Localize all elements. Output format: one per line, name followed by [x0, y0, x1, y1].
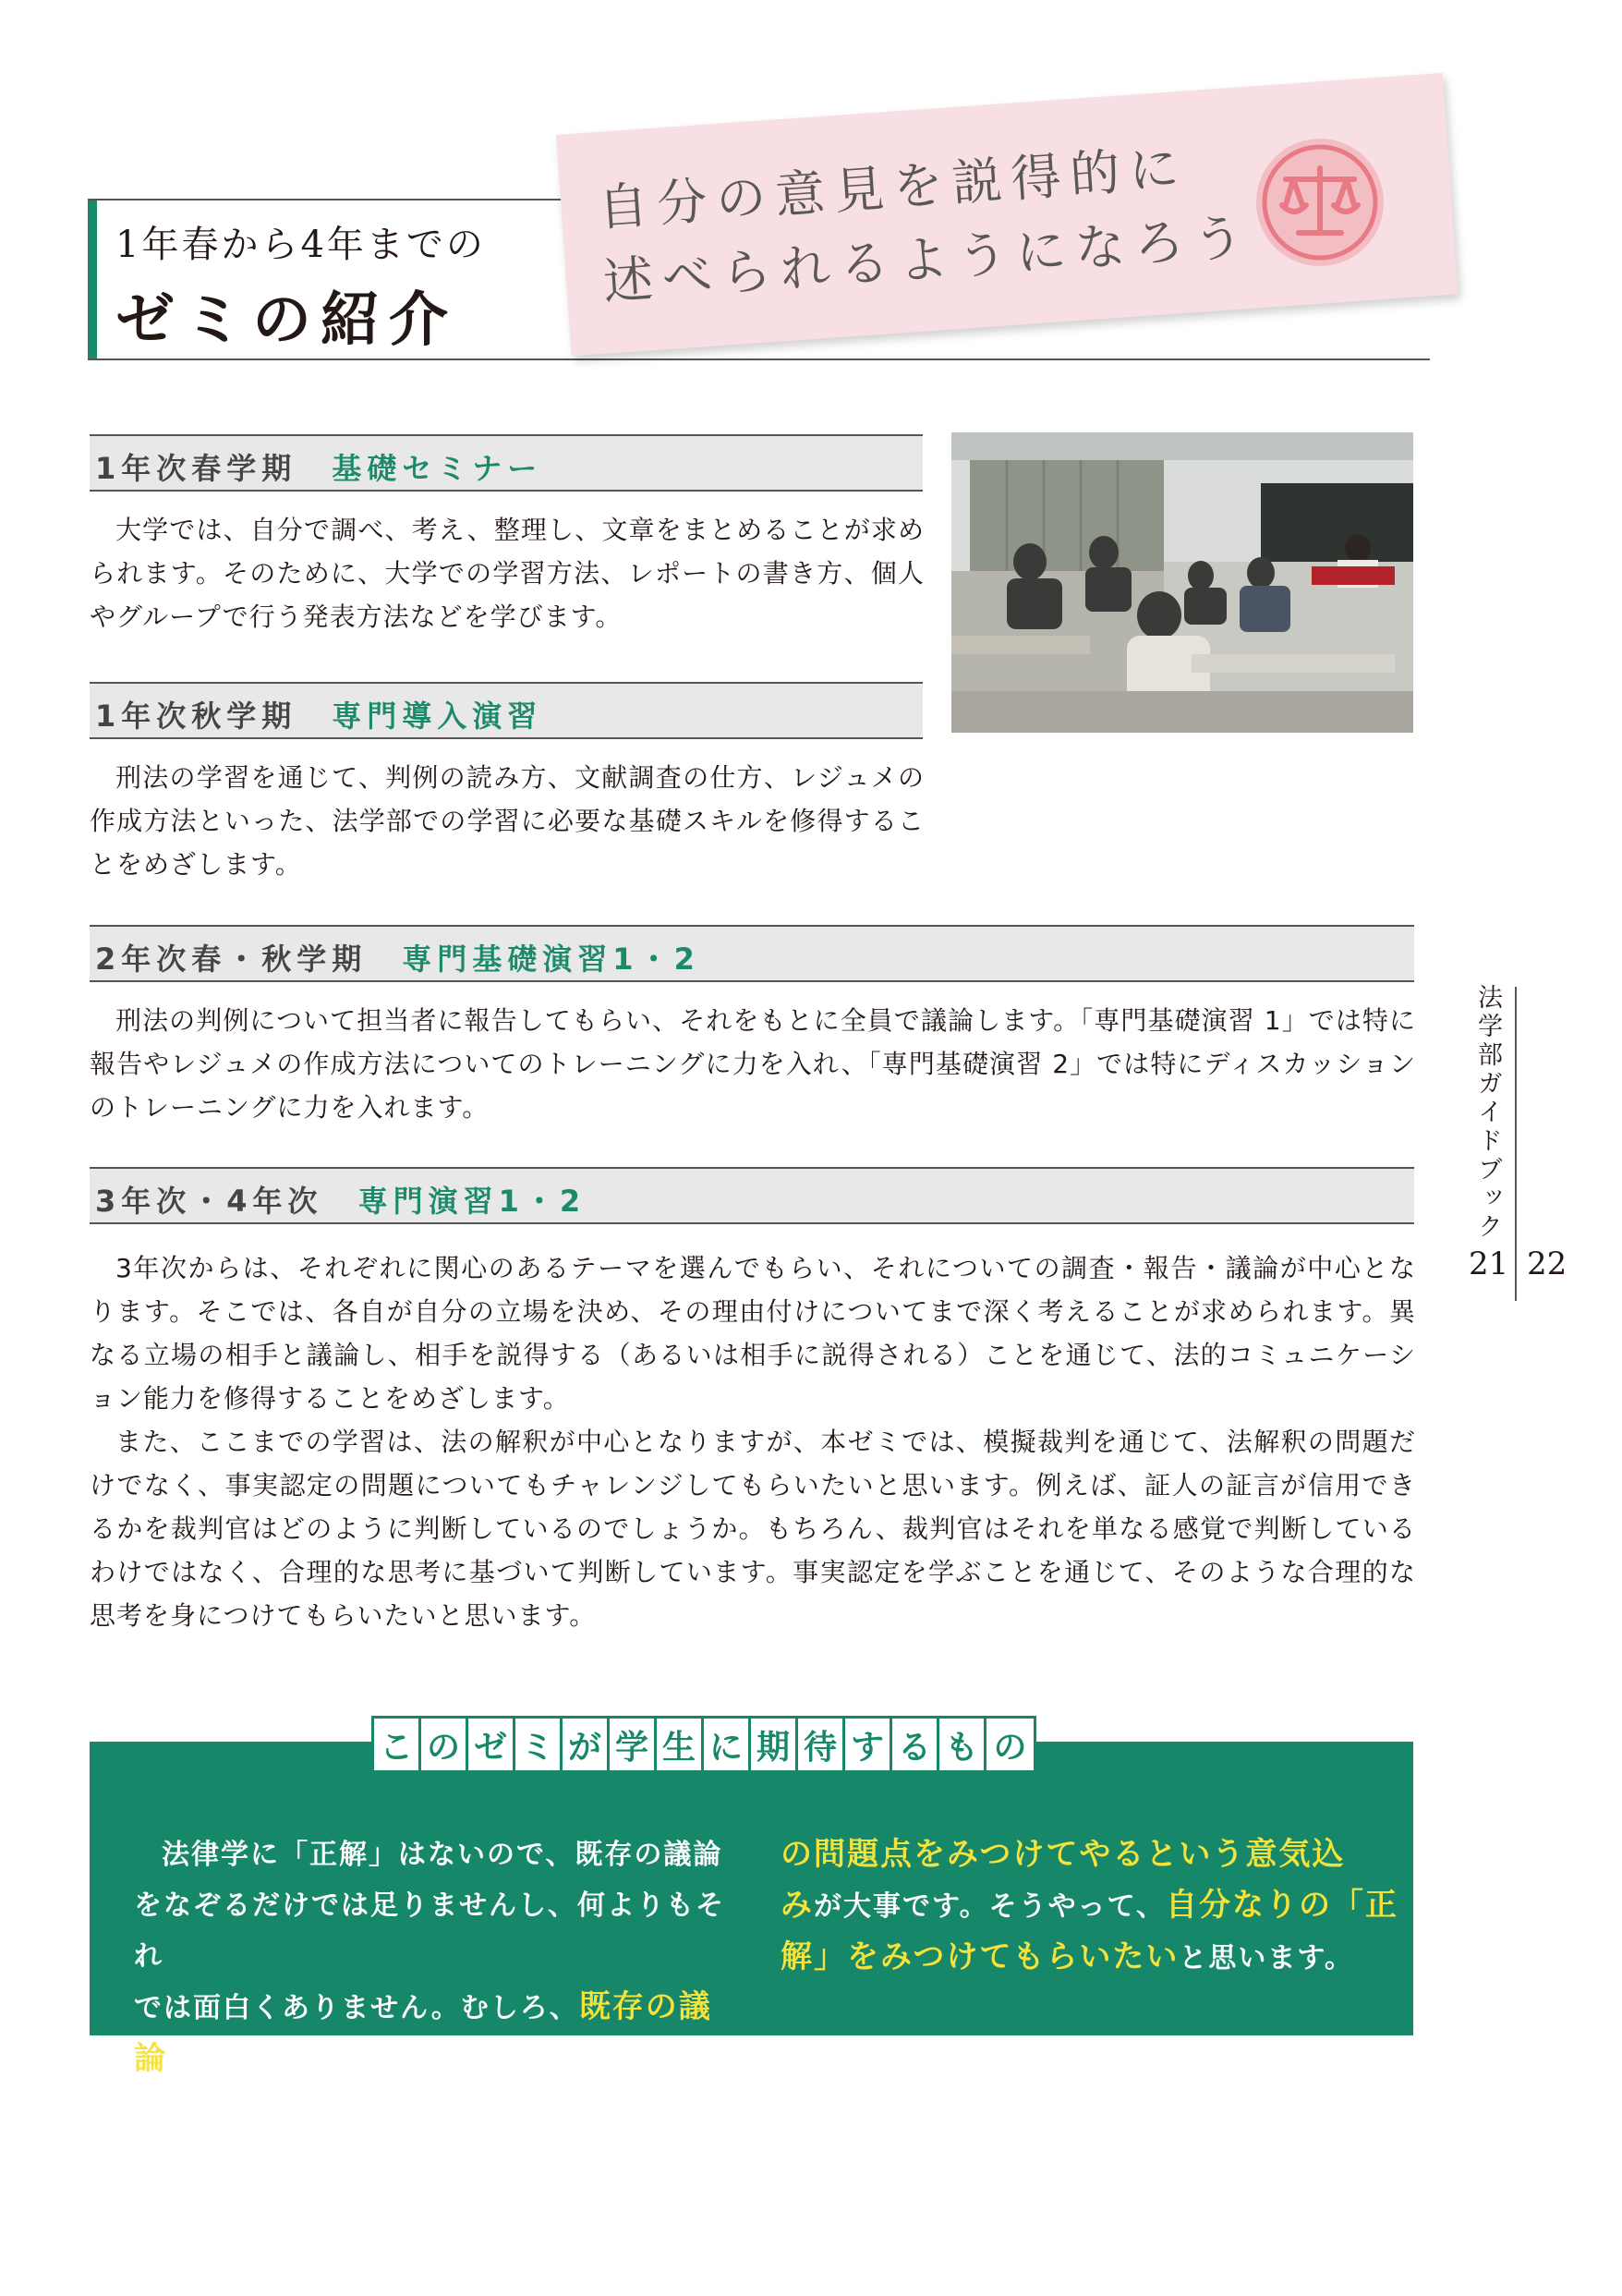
note-line-2: 述べられるようになろう — [601, 207, 1254, 311]
page-title: ゼミの紹介 — [115, 285, 457, 355]
section-heading-text — [95, 936, 700, 978]
text-line — [781, 1932, 1409, 1984]
heading-char: る — [892, 1719, 939, 1770]
heading-char: が — [563, 1719, 610, 1770]
paragraph: 大学では、自分で調べ、考え、整理し、文章をまとめることが求められます。そのために、大学での学習方法、レポートの書き方、個人やグループで行う発表方法などを学びます。 — [90, 515, 925, 632]
section-heading-text — [95, 1178, 586, 1221]
heading-char: す — [845, 1719, 892, 1770]
paragraph: 刑法の学習を通じて、判例の読み方、文献調査の仕方、レジュメの作成方法といった、法学部での学習に必要な基礎スキルを修得することをめざします。 — [90, 762, 925, 880]
heading-char: の — [987, 1719, 1034, 1770]
section-course: 専門演習1・2 — [357, 1184, 587, 1219]
section-body-3 — [90, 999, 1416, 1129]
highlight-text: の問題点をみつけてやるという意気込 — [781, 1836, 1346, 1873]
heading-char: 期 — [751, 1719, 798, 1770]
section-term: 1年次春学期 — [95, 451, 297, 486]
heading-char: の — [421, 1719, 468, 1770]
text-line — [134, 1982, 744, 2085]
text-line: 法律学に「正解」はないので、既存の議論 — [162, 1839, 723, 1871]
section-heading-1 — [90, 434, 923, 492]
paragraph: 3年次からは、それぞれに関心のあるテーマを選んでもらい、それについての調査・報告・議論が中心となります。そこでは、各自が自分の立場を決め、その理由付けについてまで深く考えることが求められます。異なる立場の相手と議論し、相手を説得する（あるいは相手に説得される）ことを通じて、法的コミュニケーション能力を修得することをめざします。 — [90, 1253, 1416, 1414]
text-segment: では面白くありません。むしろ、 — [134, 1992, 579, 2024]
highlight-text: 自分なりの「正 — [1166, 1887, 1398, 1924]
section-body-4 — [90, 1246, 1416, 1637]
text-segment: が大事です。そうやって、 — [814, 1890, 1166, 1923]
heading-char: こ — [374, 1719, 421, 1770]
text-line — [781, 1880, 1409, 1932]
page-number-left: 21 — [1469, 1245, 1509, 1282]
note-line-1: 自分の意見を説得的に — [596, 138, 1191, 237]
heading-char: 学 — [610, 1719, 657, 1770]
paragraph: 刑法の判例について担当者に報告してもらい、それをもとに全員で議論します。「専門基礎演習 1」では特に報告やレジュメの作成方法についてのトレーニングに力を入れ、「専門基礎演習 2」では特にディスカッションのトレーニングに力を入れます。 — [90, 1005, 1416, 1123]
heading-char: ゼ — [468, 1719, 515, 1770]
text-line: をなぞるだけでは足りませんし、何よりもそれ — [134, 1889, 725, 1973]
section-heading-2 — [90, 682, 923, 739]
section-course: 専門導入演習 — [332, 699, 543, 734]
header-bottom-rule — [88, 358, 1430, 360]
section-heading-text — [95, 693, 542, 735]
highlight-text: 既存の議論 — [134, 1988, 712, 2077]
section-term: 3年次・4年次 — [95, 1184, 323, 1219]
page-number-divider — [1515, 987, 1517, 1301]
section-heading-3 — [90, 925, 1414, 982]
classroom-photo — [951, 432, 1413, 733]
expectation-text-left — [134, 1829, 744, 2085]
paragraph: また、ここまでの学習は、法の解釈が中心となりますが、本ゼミでは、模擬裁判を通じて、法解釈の問題だけでなく、事実認定の問題についてもチャレンジしてもらいたいと思います。例えば、証人の証言が信用できるかを裁判官はどのように判断しているのでしょうか。もちろん、裁判官はそれを単なる感覚で判断しているわけではなく、合理的な思考に基づいて判断しています。事実認定を学ぶことを通じて、そのような合理的な思考を身につけてもらいたいと思います。 — [90, 1427, 1416, 1631]
section-body-2 — [90, 756, 925, 886]
heading-char: 待 — [798, 1719, 845, 1770]
expectation-box-heading — [371, 1716, 1036, 1773]
heading-char: 生 — [657, 1719, 704, 1770]
section-term: 2年次春・秋学期 — [95, 941, 368, 977]
highlight-text: み — [781, 1887, 814, 1924]
text-segment: と思います。 — [1179, 1942, 1354, 1974]
heading-char: ミ — [515, 1719, 563, 1770]
page-number-right: 22 — [1527, 1245, 1568, 1282]
guidebook-title: 法学部ガイドブック — [1473, 984, 1502, 1242]
header-subtitle: 1年春から4年までの — [115, 224, 486, 266]
highlight-text: 解」をみつけてもらいたい — [781, 1938, 1180, 1975]
expectation-text-right — [781, 1829, 1409, 1984]
header-accent-bar — [88, 200, 97, 358]
section-heading-4 — [90, 1167, 1414, 1224]
section-heading-text — [95, 445, 542, 488]
heading-char: も — [939, 1719, 987, 1770]
section-term: 1年次秋学期 — [95, 699, 297, 734]
section-course: 基礎セミナー — [332, 451, 543, 486]
section-body-1 — [90, 508, 925, 638]
section-course: 専門基礎演習1・2 — [402, 941, 700, 977]
scales-of-justice-icon — [1256, 139, 1384, 266]
heading-char: に — [704, 1719, 751, 1770]
